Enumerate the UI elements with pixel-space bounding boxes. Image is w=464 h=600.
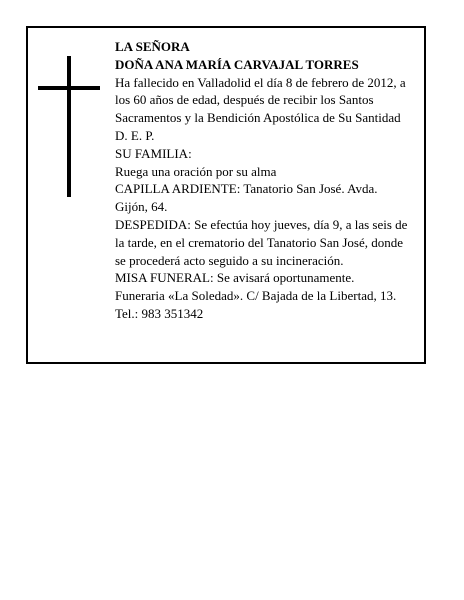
body-line: DESPEDIDA: Se efectúa hoy jueves, día 9, a las seis de	[115, 216, 408, 232]
body-line: Gijón, 64.	[115, 199, 168, 215]
title-line: LA SEÑORA	[115, 39, 190, 54]
body-line: Ha fallecido en Valladolid el día 8 de febrero de 2012, a	[115, 74, 406, 90]
cross-horizontal-bar	[38, 86, 100, 90]
body-line: D. E. P.	[115, 127, 155, 143]
obituary-notice	[26, 26, 426, 364]
cross-vertical-bar	[67, 56, 71, 197]
body-line: Ruega una oración por su alma	[115, 163, 277, 179]
notice-text	[115, 38, 425, 323]
body-line: Funeraria «La Soledad». C/ Bajada de la Libertad, 13.	[115, 288, 397, 304]
body-line: MISA FUNERAL: Se avisará oportunamente.	[115, 270, 355, 286]
body-line: SU FAMILIA:	[115, 145, 192, 161]
deceased-name: DOÑA ANA MARÍA CARVAJAL TORRES	[115, 56, 359, 72]
body-line: la tarde, en el crematorio del Tanatorio San José, donde	[115, 234, 403, 250]
body-line: CAPILLA ARDIENTE: Tanatorio San José. Avda.	[115, 181, 378, 197]
body-line: los 60 años de edad, después de recibir los Santos	[115, 92, 374, 108]
body-line: se procederá acto seguido a su incineración.	[115, 252, 344, 268]
body-line: Sacramentos y la Bendición Apostólica de Su Santidad	[115, 110, 401, 126]
body-line: Tel.: 983 351342	[115, 305, 204, 321]
